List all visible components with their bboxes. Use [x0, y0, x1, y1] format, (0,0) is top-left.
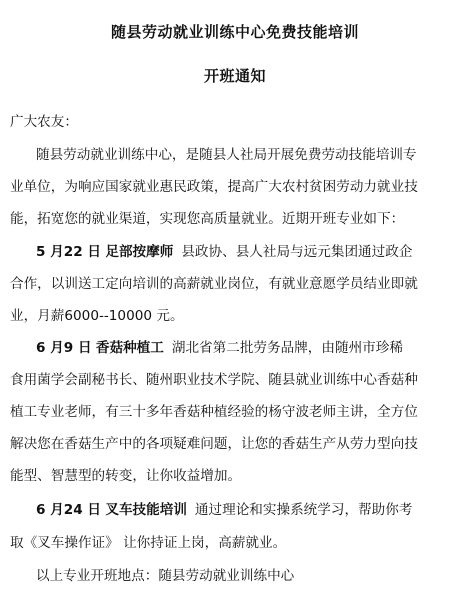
course1-heading: [10, 242, 465, 262]
course1-text: 业，月薪6000--10000 元。: [10, 308, 184, 324]
course2-date: 6 月9 日: [36, 340, 92, 356]
intro-line: 能，拓宽您的就业渠道，实现您高质量就业。近期开班专业如下：: [10, 211, 405, 227]
intro-line: 业单位，为响应国家就业惠民政策，提高广大农村贫困劳动力就业技: [10, 179, 418, 195]
course2-name: 香菇种植工: [95, 340, 164, 356]
course3-text: 取《叉车操作证》 让你持证上岗，高薪就业。: [10, 535, 287, 551]
notice-title: 随县劳动就业训练中心免费技能培训: [110, 23, 359, 41]
intro-line: 随县劳动就业训练中心，是随县人社局开展免费劳动技能培训专: [36, 147, 417, 163]
course3-text: 通过理论和实操系统学习，帮助你考: [194, 502, 413, 518]
notice-subtitle: 开班通知: [203, 67, 266, 85]
course2-text: 植工专业老师，有三十多年香菇种植经验的杨守波老师主讲，全方位: [10, 404, 418, 420]
course3-name: 叉车技能培训: [105, 502, 187, 518]
course2-text: 食用菌学会副秘书长、随州职业技术学院、随县就业训练中心香菇种: [10, 372, 418, 388]
course1-text: 合作，以训送工定向培训的高薪就业岗位，有就业意愿学员结业即就: [10, 276, 418, 292]
course3-heading: [10, 500, 465, 520]
course1-date: 5 月22 日: [36, 244, 102, 260]
course1-text: 县政协、县人社局与远元集团通过政企: [181, 244, 413, 260]
course3-date: 6 月24 日: [36, 502, 102, 518]
course2-text: 解决您在香菇生产中的各项疑难问题，让您的香菇生产从劳力型向技: [10, 436, 418, 452]
course2-heading: [10, 338, 465, 358]
course2-text: 湖北省第二批劳务品牌，由随州市珍稀: [171, 340, 403, 356]
course1-name: 足部按摩师: [105, 244, 174, 260]
salutation: 广大农友：: [10, 114, 78, 130]
location-line: 以上专业开班地点：随县劳动就业训练中心: [36, 568, 295, 584]
course2-text: 能型、智慧型的转变，让你收益增加。: [10, 468, 242, 484]
